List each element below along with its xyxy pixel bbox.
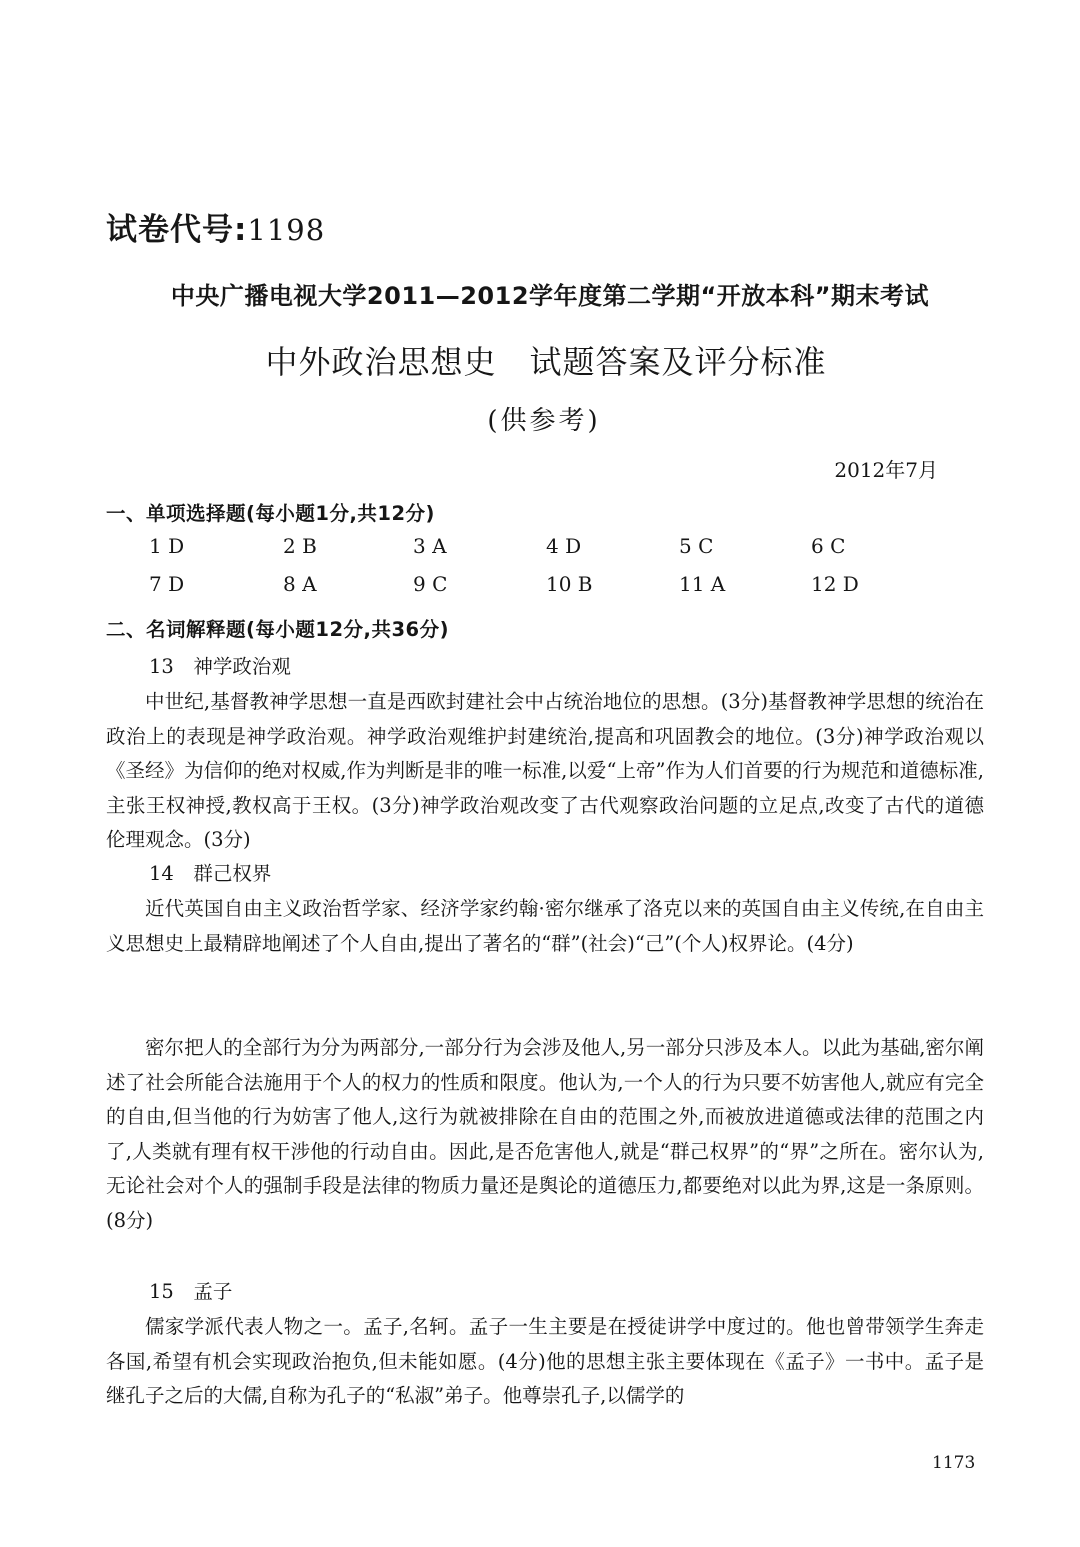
answer-item: 1 D [149,534,185,558]
answer-item: 9 C [413,572,448,596]
term-14-heading: 14 群己权界 [149,862,272,885]
term-14-answer-part-2: 密尔把人的全部行为分为两部分,一部分行为会涉及他人,另一部分只涉及本人。以此为基础,密尔阐述了社会所能合法施用于个人的权力的性质和限度。他认为,一个人的行为只要不妨害他人,就应有完全的自由,但当他的行为妨害了他人,这行为就被排除在自由的范围之外,而被放进道德或法律的范围之内了,人类就有理有权干涉他的行动自由。因此,是否危害他人,就是“群己权界”的“界”之所在。密尔认为,无论社会对个人的强制手段是法律的物质力量还是舆论的道德压力,都要绝对以此为界,这是一条原则。(8分) [106,1036,984,1232]
term-13-answer: 中世纪,基督教神学思想一直是西欧封建社会中占统治地位的思想。(3分)基督教神学思想的统治在政治上的表现是神学政治观。神学政治观维护封建统治,提高和巩固教会的地位。(3分)神学政治观以《圣经》为信仰的绝对权威,作为判断是非的唯一标准,以爱“上帝”作为人们首要的行为规范和道德标准,主张王权神授,教权高于王权。(3分)神学政治观改变了古代观察政治问题的立足点,改变了古代的道德伦理观念。(3分) [106,690,984,852]
school-line: 中央广播电视大学2011—2012学年度第二学期“开放本科”期末考试 [170,282,930,310]
answer-item: 7 D [149,572,185,596]
answer-item: 3 A [413,534,447,558]
page-number: 1173 [932,1453,976,1473]
exam-code-separator: : [234,212,248,248]
answer-item: 8 A [283,572,317,596]
answer-item: 5 C [679,534,714,558]
reference-note: (供参考) [487,406,601,436]
answer-item: 12 D [811,572,859,596]
answer-row [149,572,909,610]
term-15-heading: 15 孟子 [149,1280,233,1303]
exam-date: 2012年7月 [834,458,938,482]
term-14-answer-part-1: 近代英国自由主义政治哲学家、经济学家约翰·密尔继承了洛克以来的英国自由主义传统,在自由主义思想史上最精辟地阐述了个人自由,提出了著名的“群”(社会)“己”(个人)权界论。(4分) [106,897,984,955]
section-2-heading: 二、名词解释题(每小题12分,共36分) [106,618,450,641]
exam-code-number: 1198 [247,213,326,247]
answer-grid [149,534,909,610]
answer-item: 2 B [283,534,317,558]
section-1-heading: 一、单项选择题(每小题1分,共12分) [106,502,435,525]
term-15-answer: 儒家学派代表人物之一。孟子,名轲。孟子一生主要是在授徒讲学中度过的。他也曾带领学生奔走各国,希望有机会实现政治抱负,但未能如愿。(4分)他的思想主张主要体现在《孟子》一书中。孟子是继孔子之后的大儒,自称为孔子的“私淑”弟子。他尊崇孔子,以儒学的 [106,1315,984,1408]
answer-item: 6 C [811,534,846,558]
answer-item: 10 B [546,572,593,596]
answer-item: 11 A [679,572,726,596]
page-title: 中外政治思想史 试题答案及评分标准 [265,343,827,381]
exam-code-label: 试卷代号 [106,212,234,248]
term-13-heading: 13 神学政治观 [149,655,291,678]
answer-row [149,534,909,572]
answer-item: 4 D [546,534,582,558]
exam-code [106,204,325,249]
